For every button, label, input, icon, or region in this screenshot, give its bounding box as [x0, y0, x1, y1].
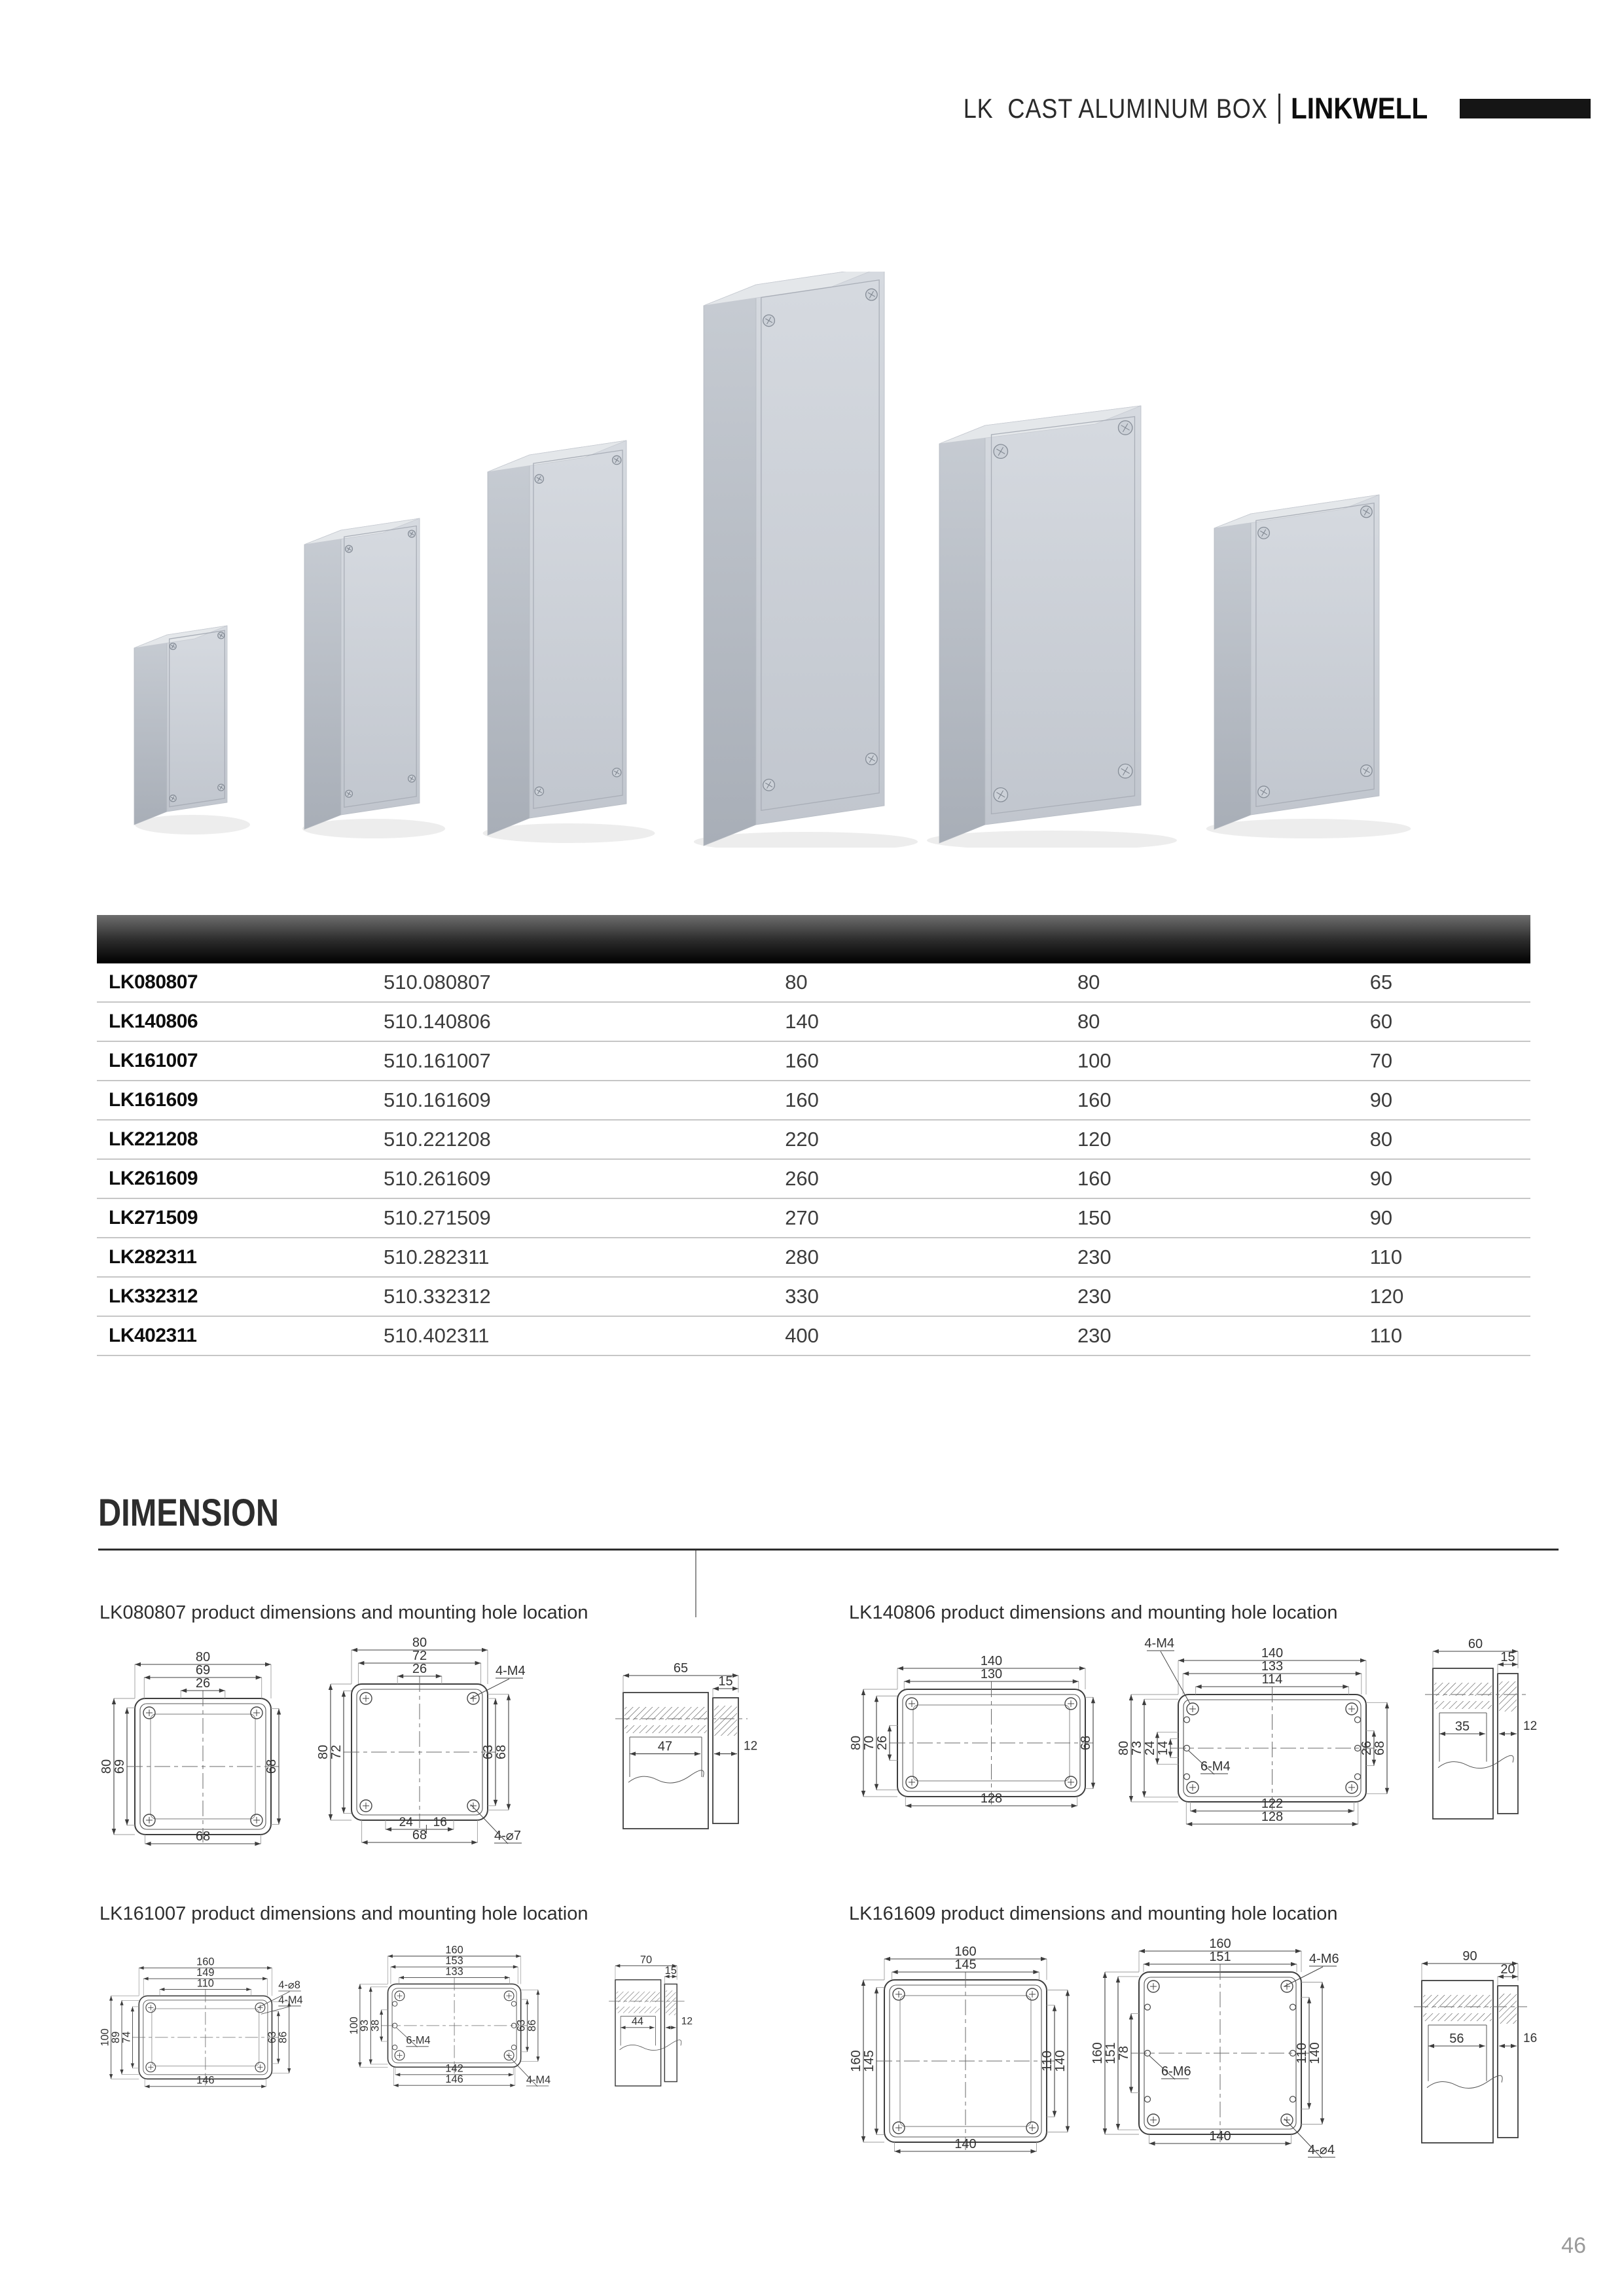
- dim-label: 151: [1103, 2042, 1118, 2064]
- dim-label: 24: [1143, 1740, 1157, 1756]
- callout-label: 4-⌀8: [278, 1979, 300, 1991]
- cell-model: LK080807: [109, 971, 198, 993]
- header-accent-bar: [1460, 99, 1591, 118]
- drawing-row: [848, 1934, 1559, 2174]
- dim-label: 86: [526, 2019, 538, 2032]
- table-row: [97, 1003, 1530, 1042]
- dim-label: 70: [640, 1953, 653, 1965]
- dim-label: 110: [1294, 2043, 1309, 2064]
- table-row: [97, 1199, 1530, 1238]
- callout-label: 4-M4: [526, 2073, 551, 2086]
- cell-hgt: 90: [1369, 1088, 1393, 1111]
- cell-wid: 80: [1077, 971, 1100, 994]
- drawing-row: [98, 1934, 710, 2118]
- cell-order: 510.402311: [384, 1324, 490, 1347]
- dim-label: 26: [412, 1662, 427, 1676]
- mount-hole: [1355, 1774, 1361, 1780]
- dim-label: 153: [445, 1955, 463, 1967]
- dim-label: 26: [1360, 1740, 1374, 1756]
- dim-label: 12: [744, 1739, 758, 1753]
- dim-label: 133: [1261, 1659, 1284, 1674]
- dim-label: 26: [195, 1676, 211, 1691]
- cell-hgt: 80: [1369, 1128, 1393, 1151]
- cell-len: 80: [785, 971, 808, 994]
- photo-box: [694, 272, 918, 848]
- mount-hole: [511, 2045, 516, 2049]
- dim-label: 130: [980, 1667, 1003, 1681]
- cell-order: 510.161007: [384, 1049, 491, 1072]
- mount-hole: [1290, 2004, 1295, 2010]
- dim-label: 68: [195, 1829, 211, 1844]
- dim-label: 63: [481, 1744, 496, 1760]
- cell-model: LK261609: [109, 1168, 198, 1189]
- dim-label: 68: [412, 1828, 427, 1842]
- table-body: [97, 963, 1530, 1356]
- cell-len: 400: [785, 1324, 819, 1347]
- dim-label: 68: [264, 1759, 279, 1774]
- dim-label: 142: [445, 2062, 463, 2075]
- brand-name: LINKWELL: [1290, 92, 1428, 125]
- callout-label: 4-⌀4: [1307, 2143, 1335, 2157]
- dim-label: 72: [412, 1649, 427, 1663]
- dim-label: 90: [1462, 1950, 1477, 1964]
- mount-hole: [1144, 2096, 1150, 2102]
- dim-label: 80: [195, 1650, 211, 1664]
- dim-label: 160: [1208, 1937, 1231, 1951]
- dim-label: 70: [862, 1735, 876, 1751]
- table-row: [97, 1160, 1530, 1199]
- dim-label: 128: [1261, 1810, 1284, 1824]
- base-view: [1089, 1934, 1393, 2174]
- mount-hole: [511, 2001, 516, 2006]
- product-photo-image: [98, 272, 1525, 848]
- dim-label: 145: [862, 2050, 876, 2072]
- cell-len: 270: [785, 1206, 819, 1229]
- dim-label: 15: [664, 1964, 677, 1977]
- photo-box: [927, 406, 1177, 848]
- cell-wid: 230: [1077, 1246, 1111, 1268]
- callout-label: 6-M4: [1200, 1759, 1231, 1774]
- cell-order: 510.261609: [384, 1167, 491, 1190]
- dim-label: 145: [954, 1958, 977, 1972]
- photo-box: [134, 626, 250, 834]
- cell-model: LK402311: [109, 1325, 197, 1346]
- side-view: [600, 1662, 779, 1843]
- base-view: [347, 1934, 596, 2118]
- page-header: [914, 92, 1591, 126]
- cell-order: 510.140806: [384, 1010, 491, 1033]
- dim-label: 20: [1500, 1962, 1515, 1977]
- dim-label: 44: [631, 2015, 643, 2028]
- dim-label: 140: [954, 2137, 977, 2151]
- dim-label: 69: [195, 1663, 211, 1677]
- dim-label: 68: [494, 1744, 509, 1760]
- cell-model: LK332312: [109, 1285, 198, 1307]
- photo-box: [302, 518, 445, 838]
- dim-label: 78: [1116, 2045, 1131, 2061]
- cell-order: 510.271509: [384, 1206, 491, 1229]
- drawing-section-title: LK161609 product dimensions and mounting hole location: [849, 1903, 1338, 1924]
- cell-wid: 100: [1077, 1049, 1111, 1072]
- side-view: [1398, 1950, 1559, 2157]
- dim-label: 122: [1261, 1797, 1284, 1811]
- cell-len: 260: [785, 1167, 819, 1190]
- page-number: 46: [1561, 2233, 1586, 2258]
- dim-label: 60: [1468, 1638, 1483, 1651]
- dim-label: 146: [445, 2073, 463, 2086]
- mount-hole: [1184, 1774, 1190, 1780]
- dim-label: 16: [1523, 2032, 1538, 2045]
- dim-label: 47: [657, 1739, 673, 1754]
- drawing-section: [848, 1903, 1559, 2174]
- photo-box: [1206, 495, 1411, 838]
- dim-label: 140: [1307, 2042, 1322, 2064]
- mount-hole: [1184, 1717, 1190, 1723]
- cell-hgt: 60: [1369, 1010, 1393, 1033]
- drawing-section: [98, 1602, 779, 1873]
- dim-label: 12: [681, 2015, 693, 2027]
- header-title: LK CAST ALUMINUM BOX: [963, 93, 1268, 124]
- spec-table: [97, 915, 1530, 1356]
- table-row: [97, 1081, 1530, 1121]
- dim-label: 73: [1130, 1740, 1144, 1756]
- cell-len: 160: [785, 1088, 819, 1111]
- cell-wid: 160: [1077, 1088, 1111, 1111]
- cell-order: 510.161609: [384, 1088, 491, 1111]
- cell-order: 510.282311: [384, 1246, 490, 1268]
- dim-label: 80: [1117, 1740, 1131, 1756]
- dim-label: 140: [1053, 2050, 1068, 2072]
- dim-label: 65: [673, 1662, 689, 1676]
- dim-label: 140: [1208, 2129, 1231, 2144]
- dim-label: 160: [445, 1944, 463, 1956]
- mount-hole: [1144, 2004, 1150, 2010]
- mount-hole: [1290, 2096, 1295, 2102]
- dim-label: 80: [849, 1735, 863, 1751]
- dim-label: 12: [1523, 1719, 1538, 1733]
- cell-wid: 80: [1077, 1010, 1100, 1033]
- dim-label: 86: [277, 2031, 289, 2043]
- callout-label: 6-M6: [1161, 2064, 1191, 2079]
- dim-label: 56: [1449, 2032, 1464, 2046]
- drawing-section-title: LK140806 product dimensions and mounting hole location: [849, 1602, 1338, 1623]
- callout-label: 4-M4: [278, 1994, 303, 2006]
- mount-hole: [1355, 1717, 1361, 1723]
- cell-model: LK282311: [109, 1246, 197, 1268]
- cell-wid: 160: [1077, 1167, 1111, 1190]
- dim-label: 114: [1261, 1672, 1283, 1687]
- cell-order: 510.221208: [384, 1128, 491, 1151]
- cell-hgt: 65: [1369, 971, 1393, 994]
- dim-label: 69: [113, 1759, 127, 1774]
- cell-len: 220: [785, 1128, 819, 1151]
- dim-label: 74: [120, 2031, 133, 2043]
- callout-label: 4-M4: [1144, 1636, 1174, 1651]
- cell-hgt: 90: [1369, 1167, 1393, 1190]
- cell-hgt: 120: [1369, 1285, 1404, 1308]
- table-row: [97, 1278, 1530, 1317]
- dim-label: 160: [954, 1945, 977, 1959]
- dim-label: 68: [1079, 1735, 1093, 1751]
- dim-label: 89: [109, 2031, 122, 2043]
- dim-label: 14: [1156, 1740, 1170, 1756]
- dim-label: 110: [196, 1977, 214, 1990]
- dim-label: 151: [1208, 1950, 1231, 1964]
- cell-len: 140: [785, 1010, 819, 1033]
- lid-view: [98, 1647, 295, 1858]
- dim-label: 146: [196, 2074, 215, 2087]
- cell-hgt: 110: [1369, 1246, 1403, 1268]
- table-row: [97, 1042, 1530, 1081]
- dim-label: 140: [1261, 1646, 1284, 1660]
- dim-label: 140: [980, 1654, 1003, 1668]
- dim-label: 15: [1500, 1650, 1515, 1664]
- callout-label: 4-M4: [496, 1664, 526, 1678]
- product-photo: [98, 272, 1525, 848]
- cell-order: 510.080807: [384, 971, 491, 994]
- callout-label: 4-⌀7: [494, 1829, 521, 1843]
- dim-label: 80: [99, 1759, 114, 1774]
- photo-box: [483, 440, 655, 843]
- lid-view: [848, 1942, 1083, 2166]
- cell-hgt: 70: [1369, 1049, 1393, 1072]
- cell-wid: 230: [1077, 1324, 1111, 1347]
- dim-label: 15: [718, 1674, 733, 1689]
- dimension-heading: DIMENSION: [98, 1492, 280, 1534]
- dim-label: 26: [875, 1735, 890, 1751]
- cell-wid: 230: [1077, 1285, 1111, 1308]
- dim-label: 110: [1040, 2051, 1055, 2072]
- cell-model: LK161609: [109, 1089, 198, 1111]
- dim-label: 16: [433, 1816, 447, 1829]
- dim-label: 68: [1373, 1740, 1387, 1756]
- dim-label: 100: [348, 2017, 360, 2035]
- table-row: [97, 1238, 1530, 1278]
- cell-model: LK161007: [109, 1050, 198, 1071]
- lid-view: [848, 1651, 1109, 1820]
- drawing-row: [98, 1633, 779, 1873]
- cell-order: 510.332312: [384, 1285, 491, 1308]
- mount-hole: [392, 2045, 397, 2049]
- cell-len: 280: [785, 1246, 819, 1268]
- dim-label: 133: [445, 1965, 463, 1978]
- dim-label: 80: [412, 1636, 427, 1650]
- dim-label: 63: [515, 2019, 528, 2032]
- dim-label: 63: [266, 2031, 279, 2043]
- callout-label: 4-M6: [1308, 1952, 1339, 1966]
- base-view: [1115, 1633, 1403, 1839]
- side-view: [1409, 1638, 1559, 1833]
- dim-label: 38: [369, 2019, 382, 2032]
- mount-hole: [392, 2001, 397, 2006]
- drawing-section: [98, 1903, 779, 2139]
- dim-label: 93: [359, 2019, 371, 2032]
- callout-label: 6-M4: [406, 2034, 431, 2047]
- dimension-rule: [98, 1549, 1559, 1551]
- dim-label: 35: [1454, 1719, 1470, 1734]
- cell-len: 160: [785, 1049, 819, 1072]
- cell-hgt: 90: [1369, 1206, 1393, 1229]
- table-row: [97, 963, 1530, 1003]
- dim-label: 100: [99, 2028, 111, 2047]
- table-row: [97, 1121, 1530, 1160]
- dim-label: 149: [196, 1967, 215, 1979]
- dim-label: 72: [329, 1744, 344, 1760]
- dim-label: 160: [849, 2050, 863, 2072]
- table-header-bar: [97, 915, 1530, 963]
- cell-wid: 120: [1077, 1128, 1111, 1151]
- cell-hgt: 110: [1369, 1324, 1403, 1347]
- table-row: [97, 1317, 1530, 1356]
- dim-label: 24: [399, 1816, 413, 1829]
- dim-label: 80: [316, 1744, 331, 1760]
- dim-label: 128: [980, 1791, 1003, 1806]
- cell-model: LK140806: [109, 1011, 198, 1032]
- cell-wid: 150: [1077, 1206, 1111, 1229]
- cell-model: LK221208: [109, 1128, 198, 1150]
- dim-label: 160: [1090, 2042, 1105, 2064]
- dim-label: 160: [196, 1956, 215, 1968]
- lid-view: [98, 1947, 347, 2106]
- cell-model: LK271509: [109, 1207, 198, 1229]
- base-view: [315, 1633, 579, 1873]
- drawing-row: [848, 1633, 1559, 1839]
- cell-len: 330: [785, 1285, 819, 1308]
- drawing-section: [848, 1602, 1559, 1839]
- header-divider: [1278, 94, 1280, 124]
- side-view: [596, 1948, 710, 2104]
- drawing-section-title: LK080807 product dimensions and mounting hole location: [99, 1602, 588, 1623]
- drawing-section-title: LK161007 product dimensions and mounting hole location: [99, 1903, 588, 1924]
